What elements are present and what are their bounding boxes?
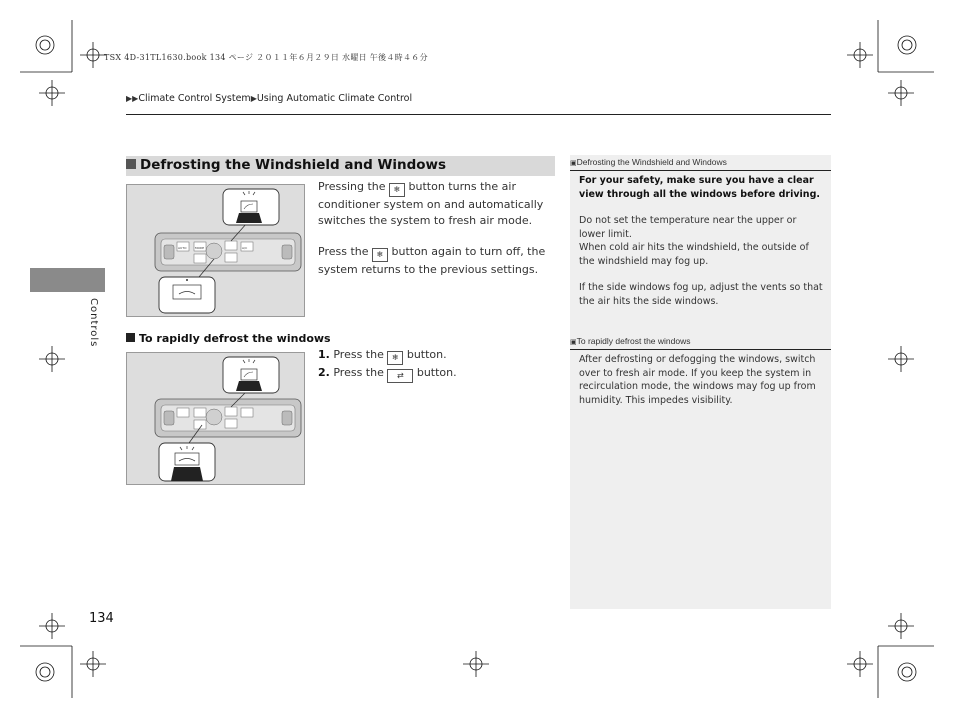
step-1	[318, 347, 550, 365]
section-title-text: Defrosting the Windshield and Windows	[140, 157, 447, 173]
breadcrumb-link-climate-control[interactable]: Climate Control System	[138, 93, 251, 104]
breadcrumb	[126, 93, 412, 104]
breadcrumb-arrows: ▶▶	[126, 94, 139, 103]
note-temperature: Do not set the temperature near the upper or lower limit.	[579, 215, 797, 240]
subsection-title-text: To rapidly defrost the windows	[139, 332, 331, 345]
note-rule	[570, 170, 831, 171]
section-title	[126, 157, 446, 173]
climate-panel-figure-1	[126, 184, 305, 317]
step-2	[318, 365, 550, 383]
note-body-rapid	[579, 353, 824, 420]
climate-panel-illustration-2	[127, 353, 304, 484]
fresh-air-button-icon: ⇄	[387, 369, 413, 383]
defrost-button-icon: ❄	[387, 351, 403, 365]
paragraph-defrost-on	[318, 179, 550, 229]
breadcrumb-link-automatic-climate[interactable]: Using Automatic Climate Control	[256, 93, 413, 104]
para2-text-b: button again to turn off, the system returns to the previous settings.	[318, 245, 546, 276]
step-text: button.	[403, 348, 447, 361]
note-side-windows: If the side windows fog up, adjust the vents so that the air hits the side windows.	[579, 282, 823, 307]
note-rule	[570, 349, 831, 350]
chapter-tab[interactable]	[30, 268, 105, 292]
safety-warning: For your safety, make sure you have a clear view through all the windows before driving.	[579, 175, 820, 200]
steps-list	[318, 347, 550, 383]
note-heading-defrost	[570, 157, 727, 167]
note-fresh-air-switch: After defrosting or defogging the windows, switch over to fresh air mode. If you keep the system in recirculation mode, the windows may fog up from humidity. This impedes visibility.	[579, 354, 816, 406]
panel-label-mode: MODE	[195, 246, 205, 250]
page-number: 134	[89, 611, 114, 626]
climate-panel-figure-2	[126, 352, 305, 485]
note-body-defrost	[579, 174, 824, 321]
chapter-label: Controls	[88, 298, 99, 348]
subsection-marker	[126, 333, 135, 342]
step-text: Press the	[333, 348, 388, 361]
section-intro	[318, 179, 550, 278]
defrost-button-icon: ❄	[389, 183, 405, 197]
header-rule	[126, 114, 831, 115]
paragraph-defrost-off	[318, 244, 550, 278]
note-cold-air: When cold air hits the windshield, the outside of the windshield may fog up.	[579, 242, 809, 267]
note-heading-text: Defrosting the Windshield and Windows	[576, 157, 727, 167]
panel-label-ac: A/C	[242, 246, 248, 250]
file-header: TSX 4D-31TL1630.book 134 ページ ２０１１年６月２９日 水曜日 午後４時４６分	[104, 53, 428, 62]
note-marker-icon: ▣	[570, 160, 577, 167]
subsection-title	[126, 332, 331, 345]
para2-text-a: Press the	[318, 245, 372, 258]
breadcrumb-separator: ▶	[250, 94, 257, 103]
section-marker	[126, 159, 136, 169]
step-number: 1.	[318, 348, 330, 361]
defrost-button-icon: ❄	[372, 248, 388, 262]
note-heading-text: To rapidly defrost the windows	[576, 336, 691, 346]
step-text: Press the	[333, 366, 388, 379]
panel-label-auto: AUTO	[178, 246, 187, 250]
step-text: button.	[413, 366, 457, 379]
para1-text-a: Pressing the	[318, 180, 390, 193]
para1-text-b: button turns the air conditioner system on and automatically switches the system to fresh air mode.	[318, 180, 544, 227]
step-number: 2.	[318, 366, 330, 379]
note-marker-icon: ▣	[570, 339, 577, 346]
note-heading-rapid	[570, 336, 691, 346]
climate-panel-illustration	[127, 185, 304, 316]
